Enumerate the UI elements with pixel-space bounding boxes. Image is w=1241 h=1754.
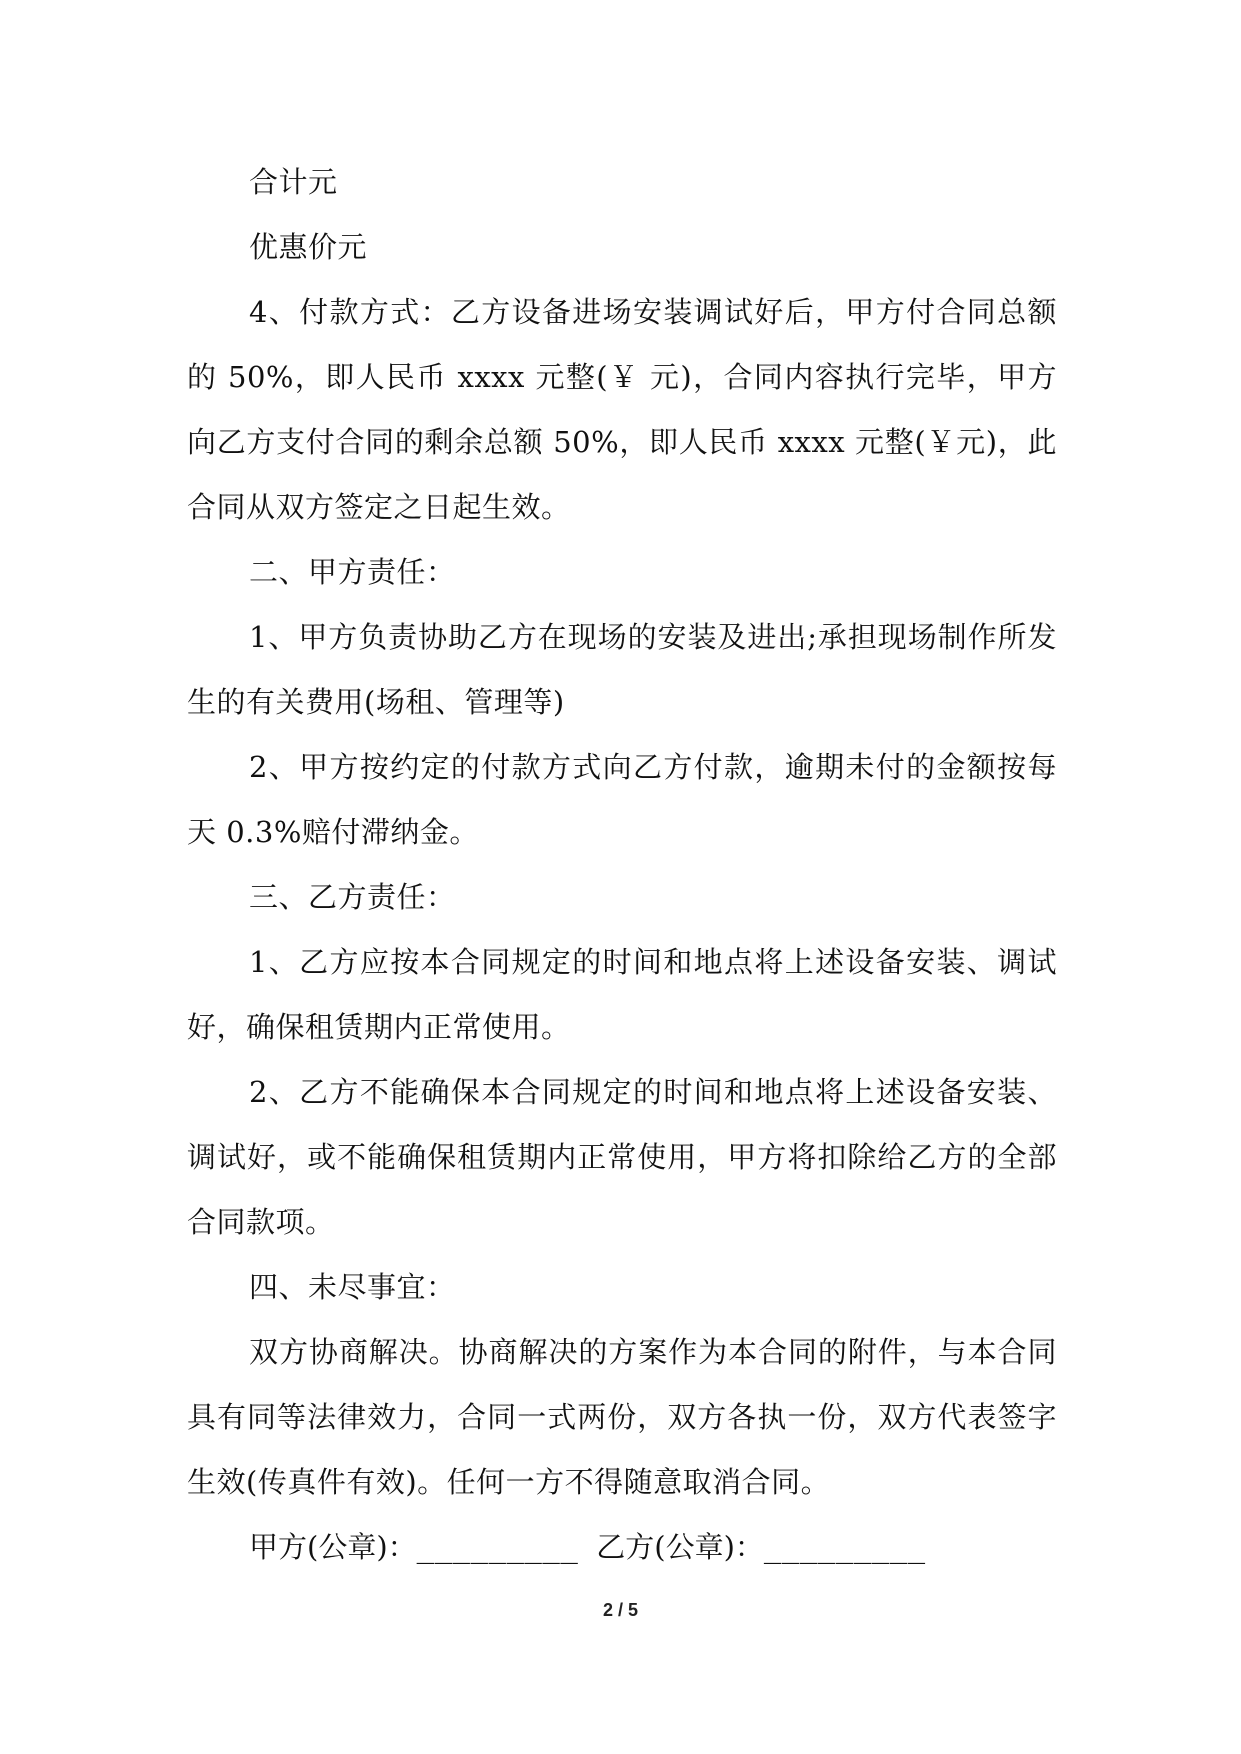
party-b-seal-blank: _________ <box>763 1530 926 1564</box>
document-body <box>187 150 1057 1580</box>
section-heading-other-matters: 四、未尽事宜： <box>249 1270 456 1304</box>
paragraph-party-b-clause-2: 2、乙方不能确保本合同规定的时间和地点将上述设备安装、调试好，或不能确保租赁期内正常使用，甲方将扣除给乙方的全部合同款项。 <box>187 1075 1057 1239</box>
paragraph-party-a-clause-2: 2、甲方按约定的付款方式向乙方付款，逾期未付的金额按每天 0.3%赔付滞纳金。 <box>187 750 1057 849</box>
paragraph-party-a-clause-1: 1、甲方负责协助乙方在现场的安装及进出;承担现场制作所发生的有关费用(场租、管理等) <box>187 620 1057 719</box>
party-a-seal-blank: _________ <box>416 1530 579 1564</box>
signature-row <box>187 1515 1057 1580</box>
party-b-seal-label: 乙方(公章)： <box>596 1530 764 1564</box>
section-heading-party-a: 二、甲方责任： <box>249 555 456 589</box>
paragraph-other-matters: 双方协商解决。协商解决的方案作为本合同的附件，与本合同具有同等法律效力，合同一式两份，双方各执一份，双方代表签字生效(传真件有效)。任何一方不得随意取消合同。 <box>187 1335 1057 1499</box>
page-number: 2 / 5 <box>602 1600 639 1620</box>
section-heading-party-b: 三、乙方责任： <box>249 880 456 914</box>
paragraph-total: 合计元 <box>249 165 338 199</box>
paragraph-party-b-clause-1: 1、乙方应按本合同规定的时间和地点将上述设备安装、调试好，确保租赁期内正常使用。 <box>187 945 1057 1044</box>
paragraph-discount-price: 优惠价元 <box>249 230 368 264</box>
paragraph-payment-method: 4、付款方式：乙方设备进场安装调试好后，甲方付合同总额的 50%，即人民币 xxxx 元整(￥ 元)，合同内容执行完毕，甲方向乙方支付合同的剩余总额 50%，即人民币 xxxx 元整(￥元)，此合同从双方签定之日起生效。 <box>187 295 1057 524</box>
party-a-seal-label: 甲方(公章)： <box>249 1530 417 1564</box>
